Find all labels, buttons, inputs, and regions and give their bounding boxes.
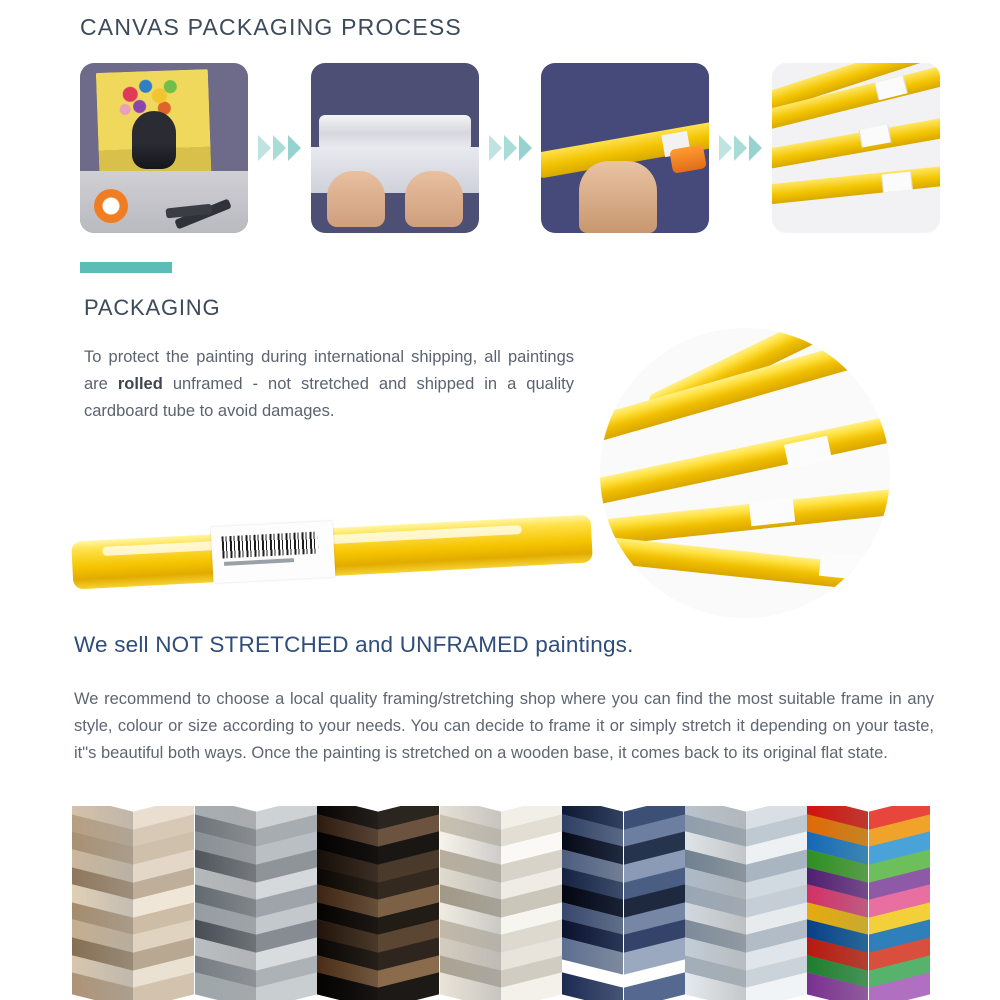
column-beige-wood [72,806,195,1000]
hand-holding-tube [579,161,657,233]
frame-sample-chevron [195,980,318,1000]
column-colorful [807,806,930,1000]
protective-film-roll [319,115,471,151]
shipping-tube-photo [72,500,592,610]
selling-headline: We sell NOT STRETCHED and UNFRAMED paintings. [74,632,634,657]
chevron-right-icon [734,135,747,161]
packaging-process-strip [80,58,940,238]
tube-end-cap [670,144,708,174]
frame-sample-chevron [317,980,440,1000]
process-step-image-3 [541,63,709,233]
chevron-right-icon [504,135,517,161]
frame-sample-chevron [440,980,563,1000]
shipping-tube [772,116,940,170]
packaging-text-part-2: unframed - not stretched and shipped in a quality cardboard tube to avoid damages. [84,375,575,420]
process-arrow-2 [479,135,542,161]
column-grey-silver [195,806,318,1000]
frame-sample-chevron [807,980,930,1000]
chevron-right-icon [749,135,762,161]
tube-label [749,498,795,526]
process-section-title: CANVAS PACKAGING PROCESS [80,14,462,40]
column-white-cream [440,806,563,1000]
packaging-text-emphasis: rolled [117,375,163,393]
chevron-right-icon [519,135,532,161]
hand-right [405,171,463,227]
chevron-right-icon [288,135,301,161]
chevron-right-icon [719,135,732,161]
process-step-image-2 [311,63,479,233]
column-pastel-mixed [685,806,808,1000]
chevron-right-icon [258,135,271,161]
packaging-section-title: PACKAGING [84,295,221,320]
process-step-image-1 [80,63,248,233]
tube-label [819,552,865,580]
tape-roll-icon [94,189,128,223]
packaging-description [84,344,574,425]
frame-samples-photo [72,806,930,1000]
recommendation-paragraph: We recommend to choose a local quality framing/stretching shop where you can find the most suitable frame in any style, colour or size according to your needs. You can decide to frame it or simply stretch it depending on your taste, it"s beautiful both ways. Once the painting is stretched on a wooden base, it comes back to its original flat state. [74,690,934,762]
painting-figure [132,111,176,169]
frame-sample-chevron [72,980,195,1000]
tube-label [874,76,907,101]
process-arrow-1 [248,135,311,161]
chevron-right-icon [489,135,502,161]
packaging-text-part-1: To protect the painting during international shipping, all paintings are [84,348,574,393]
chevron-right-icon [273,135,286,161]
column-blue-navy [562,806,685,1000]
frame-sample-chevron [685,980,808,1000]
section-divider [80,262,172,273]
hand-left [327,171,385,227]
column-black-brown [317,806,440,1000]
shipping-tube [772,165,940,206]
process-arrow-3 [709,135,772,161]
process-step-image-4 [772,63,940,233]
tube-label [881,171,913,192]
frame-sample-chevron [562,980,685,1000]
tubes-closeup-photo [600,328,890,618]
